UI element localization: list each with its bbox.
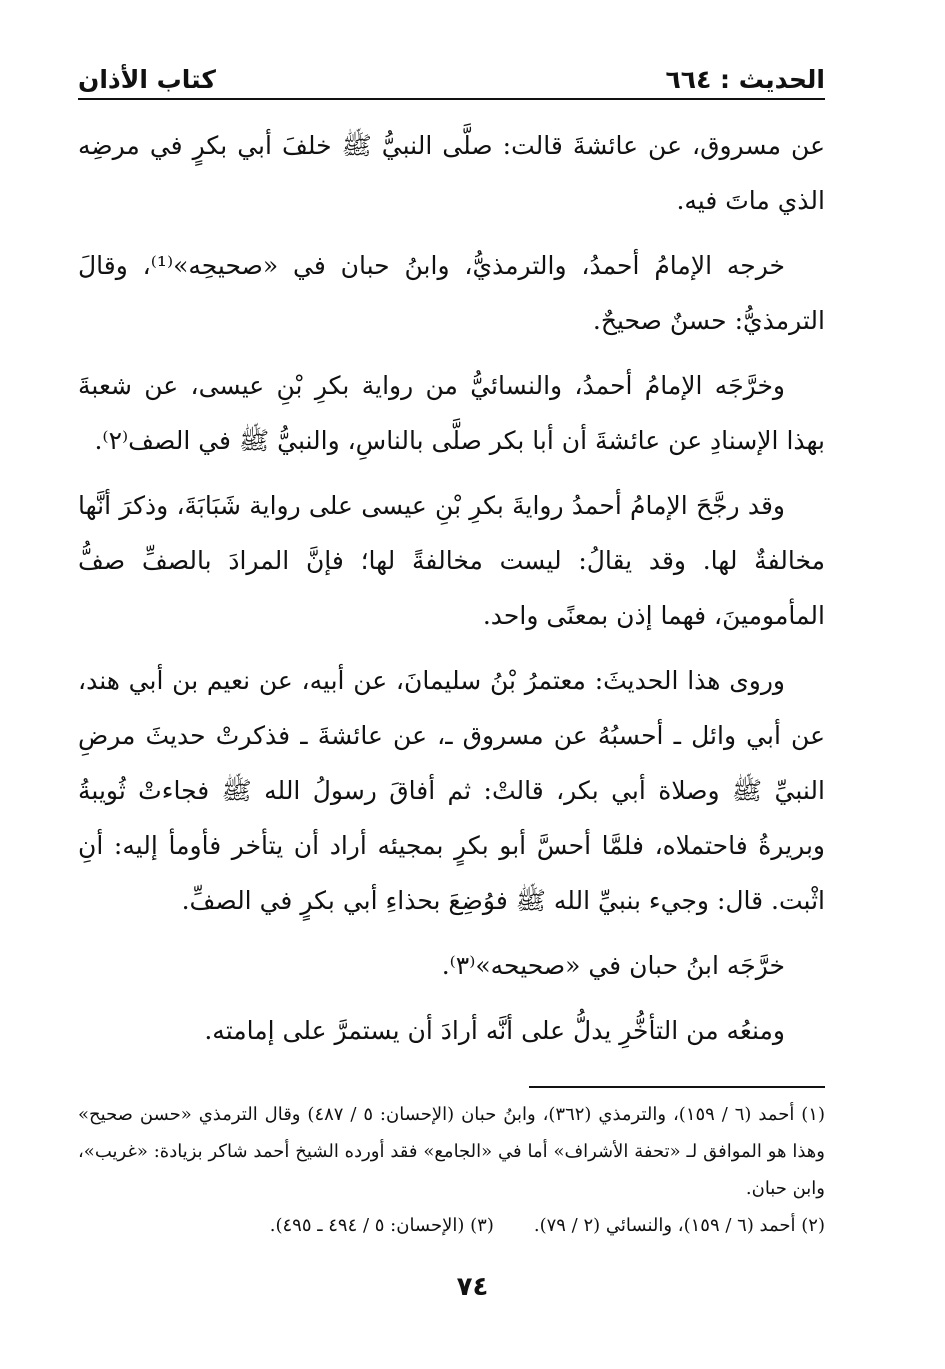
footnotes xyxy=(78,1096,825,1244)
paragraph-1: عن مسروق، عن عائشةَ قالت: صلَّى النبيُّ ﷺ خلفَ أبي بكرٍ في مرضِه الذي ماتَ فيه. xyxy=(78,131,825,215)
paragraph-4: وقد رجَّحَ الإمامُ أحمدُ روايةَ بكرِ بْنِ عيسى على رواية شَبَابَةَ، وذكرَ أنَّها مخالفةٌ لها. وقد يقالُ: ليست مخالفةً لها؛ فإنَّ المرادَ بالصفِّ صفُّ المأمومينَ، فهما إذن بمعنًى واحد. xyxy=(78,491,825,630)
paragraph-6: خرَّجَه ابنُ حبان في «صحيحه»⁽٣⁾. xyxy=(441,951,785,980)
footnote-row xyxy=(78,1207,825,1244)
book-title: كتاب الأذان xyxy=(78,65,216,94)
footnote-2: (٢) أحمد (٦ / ١٥٩)، والنسائي (٢ / ٧٩). xyxy=(533,1215,825,1236)
paragraph-5: وروى هذا الحديثَ: معتمرُ بْنُ سليمانَ، عن أبيه، عن نعيم بن أبي هند، عن أبي وائل ـ أحسبُهُ عن مسروق ـ، عن عائشةَ ـ فذكرتْ حديثَ مرضِ النبيِّ ﷺ وصلاة أبي بكر، قالتْ: ثم أفاقَ رسولُ الله ﷺ فجاءتْ ثُويبةُ وبريرةُ فاحتملاه، فلمَّا أحسَّ أبو بكرٍ بمجيئه أراد أن يتأخر فأومأ إليه: أنِ اثْبت. قال: وجيء بنبيِّ الله ﷺ فوُضِعَ بحذاءِ أبي بكرٍ في الصفِّ. xyxy=(78,666,825,915)
footnote-3: (٣) (الإحسان: ٥ / ٤٩٤ ـ ٤٩٥). xyxy=(269,1215,494,1236)
paragraph-7: ومنعُه من التأخُّرِ يدلُّ على أنَّه أرادَ أن يستمرَّ على إمامته. xyxy=(204,1016,785,1045)
footnote-divider xyxy=(529,1086,825,1088)
running-header xyxy=(78,58,825,100)
paragraph-3: وخرَّجَه الإمامُ أحمدُ، والنسائيُّ من رواية بكرِ بْنِ عيسى، عن شعبةَ بهذا الإسنادِ عن عائشةَ أن أبا بكر صلَّى بالناسِ، والنبيُّ ﷺ في الصف⁽٢⁾. xyxy=(78,371,825,455)
page-number: ٧٤ xyxy=(456,1272,489,1302)
paragraph-2: خرجه الإمامُ أحمدُ، والترمذيُّ، وابنُ حبان في «صحيحِه»⁽¹⁾، وقالَ الترمذيُّ: حسنٌ صحيحٌ. xyxy=(78,251,825,335)
footnote-1: (١) أحمد (٦ / ١٥٩)، والترمذي (٣٦٢)، وابنُ حبان (الإحسان: ٥ / ٤٨٧) وقال الترمذي «حسن صحيح» وهذا هو الموافق لـ «تحفة الأشراف» أما في «الجامع» فقد أورده الشيخ أحمد شاكر بزيادة: «غريب»، وابن حبان. xyxy=(78,1104,825,1199)
hadith-number: الحديث : ٦٦٤ xyxy=(665,65,825,94)
main-text xyxy=(78,118,825,1068)
